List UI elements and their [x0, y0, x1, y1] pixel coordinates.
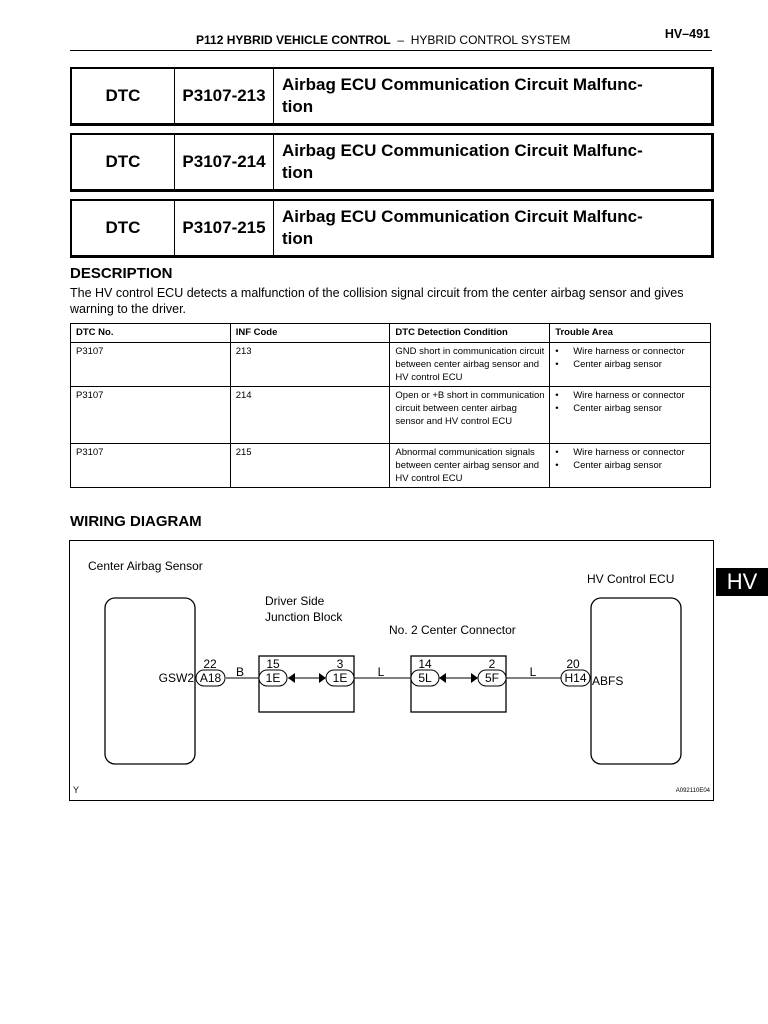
wire-color-2: L: [377, 665, 385, 679]
arrow-right-icon: [471, 673, 478, 683]
junction-block-label-1: Driver Side: [265, 594, 325, 608]
trouble-area-item: • Wire harness or connector: [555, 389, 706, 402]
trouble-area-item: • Center airbag sensor: [555, 402, 706, 415]
condition-cell: Open or +B short in communication circuit between center airbag sensor and HV control ECU: [390, 387, 550, 444]
trouble-area-item: • Center airbag sensor: [555, 358, 706, 371]
corner-mark: Y: [73, 785, 80, 795]
wire-color-1: B: [235, 665, 245, 679]
dtc-box-213: [70, 67, 714, 126]
trouble-area-item: • Wire harness or connector: [555, 446, 706, 459]
sensor-connector: A18: [199, 671, 222, 685]
description-text: The HV control ECU detects a malfunction of the collision signal circuit from the center airbag sensor and gives warning to the driver.: [70, 286, 684, 316]
dtc-label: DTC: [72, 201, 175, 255]
dtc-title: [282, 140, 702, 184]
jb-pin-out: 3: [336, 657, 344, 671]
cc-pin-in: 14: [418, 657, 432, 671]
dtc-title: [282, 206, 702, 250]
dtc-label: DTC: [72, 69, 175, 123]
dtc-table: [70, 323, 711, 488]
page-header: [70, 22, 712, 51]
hv-control-ecu-label: HV Control ECU: [587, 572, 675, 586]
dtc-box-215: [70, 199, 714, 258]
table-row: [71, 387, 711, 444]
dtc-title-line2: tion: [282, 97, 314, 116]
jb-conn-out: 1E: [332, 671, 348, 685]
sensor-terminal: GSW2: [158, 671, 194, 685]
trouble-area-item: • Wire harness or connector: [555, 345, 706, 358]
hv-section-tab: HV: [716, 568, 768, 596]
arrow-right-icon: [319, 673, 326, 683]
dtc-label: DTC: [72, 135, 175, 189]
trouble-area-cell: [550, 444, 711, 488]
wiring-diagram: [69, 540, 714, 801]
junction-block-label-2: Junction Block: [265, 610, 343, 624]
column-header: DTC Detection Condition: [390, 324, 550, 343]
wire-color-3: L: [529, 665, 537, 679]
inf-cell: 213: [230, 343, 390, 387]
jb-conn-in: 1E: [265, 671, 281, 685]
table-row: [71, 444, 711, 488]
column-header: DTC No.: [71, 324, 231, 343]
wiring-diagram-svg: [70, 541, 713, 800]
dtc-title-line1: Airbag ECU Communication Circuit Malfunc-: [282, 141, 643, 160]
dtc-title-line2: tion: [282, 229, 314, 248]
sensor-pin: 22: [203, 657, 217, 671]
jb-pin-in: 15: [266, 657, 280, 671]
ecu-terminal: ABFS: [592, 674, 624, 688]
section-title-separator: –: [397, 33, 405, 47]
page-number: HV–491: [664, 27, 710, 41]
description-heading: DESCRIPTION: [70, 265, 173, 282]
arrow-left-icon: [288, 673, 295, 683]
dtc-box-214: [70, 133, 714, 192]
table-row: [71, 343, 711, 387]
wiring-diagram-heading: WIRING DIAGRAM: [70, 513, 202, 530]
dtc-cell: P3107: [71, 343, 231, 387]
figure-id: A092110E04: [675, 788, 710, 794]
dtc-title: [282, 74, 702, 118]
dtc-title-line2: tion: [282, 163, 314, 182]
ecu-pin: 20: [566, 657, 580, 671]
dtc-cell: P3107: [71, 387, 231, 444]
dtc-title-line1: Airbag ECU Communication Circuit Malfunc-: [282, 75, 643, 94]
center-airbag-sensor-label: Center Airbag Sensor: [88, 559, 203, 573]
dtc-code: P3107-215: [175, 201, 274, 255]
inf-cell: 214: [230, 387, 390, 444]
dtc-code: P3107-214: [175, 135, 274, 189]
condition-cell: Abnormal communication signals between center airbag sensor and HV control ECU: [390, 444, 550, 488]
center-connector-label: No. 2 Center Connector: [389, 623, 516, 637]
condition-cell: GND short in communication circuit between center airbag sensor and HV control ECU: [390, 343, 550, 387]
arrow-left-icon: [439, 673, 446, 683]
column-header: Trouble Area: [550, 324, 711, 343]
section-title-bold: P112 HYBRID VEHICLE CONTROL: [196, 33, 391, 47]
cc-conn-in: 5L: [418, 671, 432, 685]
trouble-area-cell: [550, 387, 711, 444]
ecu-connector: H14: [564, 671, 587, 685]
cc-pin-out: 2: [488, 657, 496, 671]
trouble-area-item: • Center airbag sensor: [555, 459, 706, 472]
column-header: INF Code: [230, 324, 390, 343]
table-header-row: [71, 324, 711, 343]
dtc-title-line1: Airbag ECU Communication Circuit Malfunc-: [282, 207, 643, 226]
dtc-code: P3107-213: [175, 69, 274, 123]
section-title: [196, 33, 570, 47]
dtc-cell: P3107: [71, 444, 231, 488]
inf-cell: 215: [230, 444, 390, 488]
cc-conn-out: 5F: [484, 671, 500, 685]
section-title-rest: HYBRID CONTROL SYSTEM: [410, 33, 571, 47]
trouble-area-cell: [550, 343, 711, 387]
